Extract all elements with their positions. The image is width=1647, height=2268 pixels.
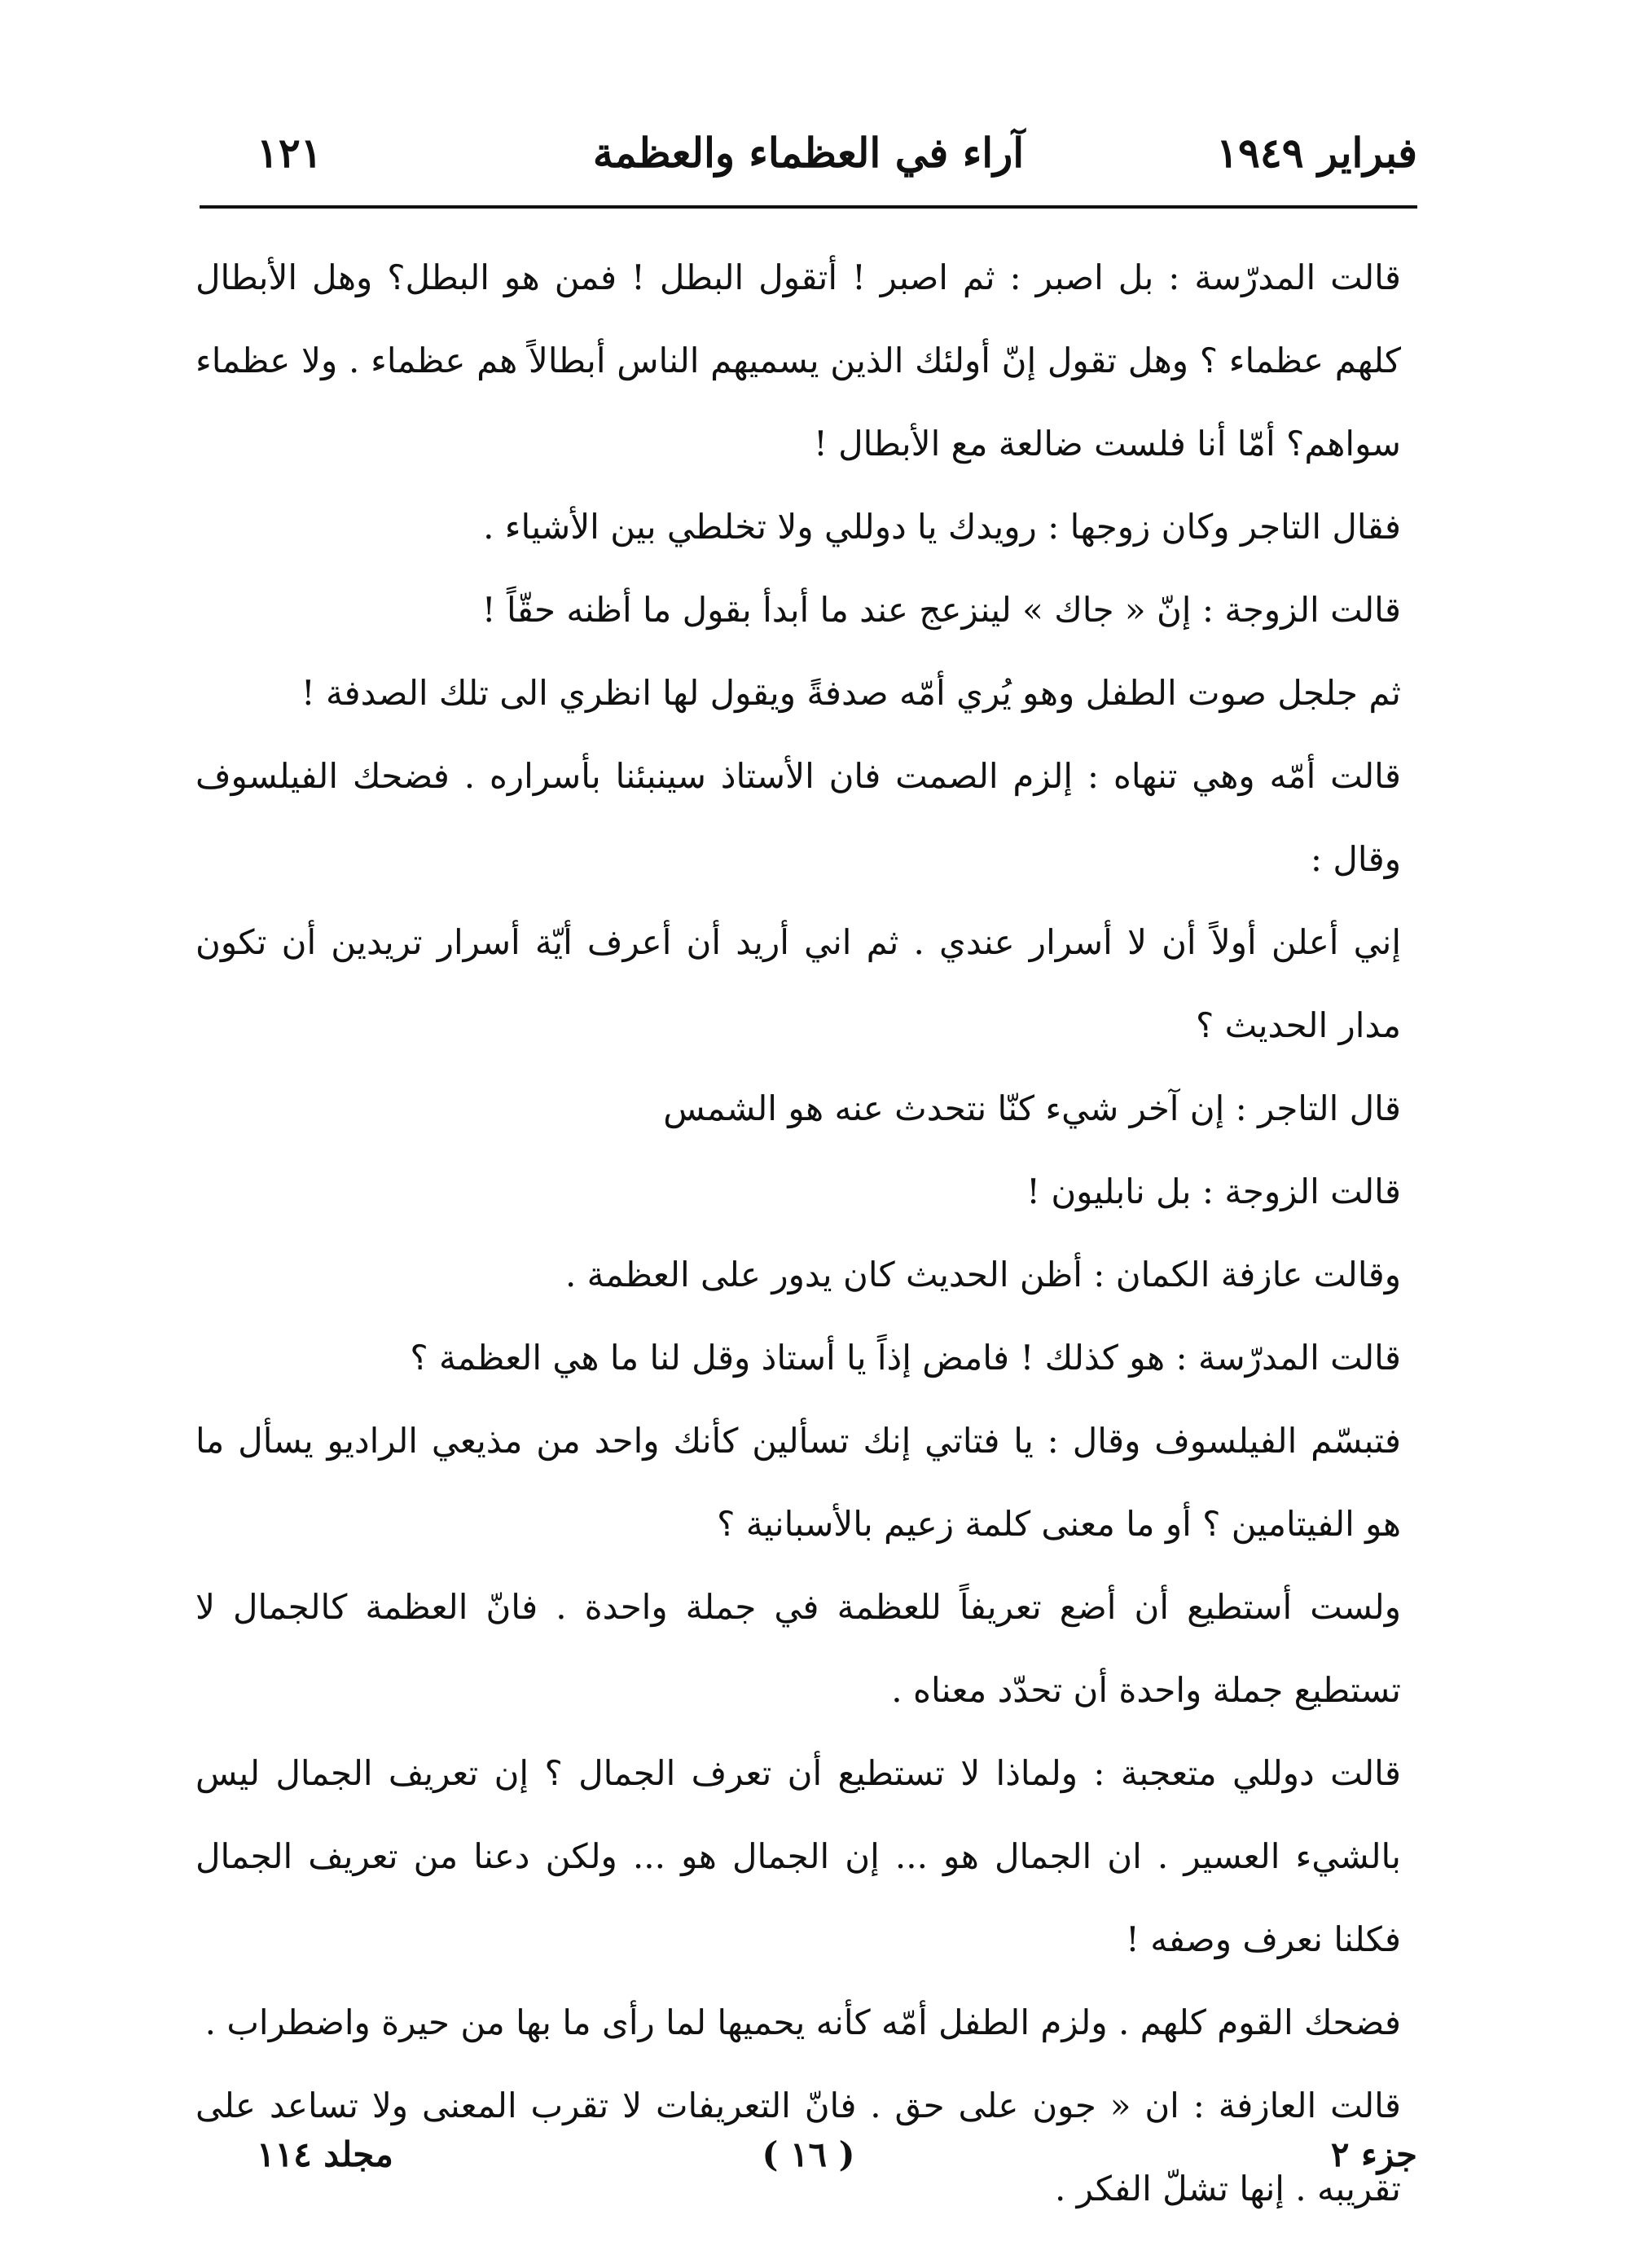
running-head bbox=[200, 121, 1417, 186]
paragraph-4: ثم جلجل صوت الطفل وهو يُري أمّه صدفةً ويقول لها انظري الى تلك الصدفة ! bbox=[301, 673, 1401, 713]
header-divider bbox=[200, 205, 1417, 209]
paragraph-5: قالت أمّه وهي تنهاه : إلزم الصمت فان الأستاذ سينبئنا بأسراره . فضحك الفيلسوف وقال : bbox=[195, 756, 1401, 879]
paragraph-6: إني أعلن أولاً أن لا أسرار عندي . ثم اني أريد أن أعرف أيّة أسرار تريدين أن تكون مدار الحديث ؟ bbox=[195, 922, 1401, 1045]
issue-date: فبراير ١٩٤٩ bbox=[1216, 129, 1417, 177]
page-number: ١٢١ bbox=[257, 129, 323, 177]
paragraph-1: قالت المدرّسة : بل اصبر : ثم اصبر ! أتقول البطل ! فمن هو البطل؟ وهل الأبطال كلهم عظماء ؟ وهل تقول إنّ أولئك الذين يسميهم الناس أبطالاً هم عظماء . ولا عظماء سواهم؟ أمّا أنا فلست ضالعة مع الأبطال ! bbox=[195, 257, 1401, 464]
volume-number: مجلد ١١٤ bbox=[257, 2134, 393, 2174]
page-footer bbox=[200, 2122, 1417, 2187]
paragraph-9: وقالت عازفة الكمان : أظن الحديث كان يدور على العظمة . bbox=[564, 1255, 1401, 1294]
paragraph-11: فتبسّم الفيلسوف وقال : يا فتاتي إنك تسألين كأنك واحد من مذيعي الراديو يسأل ما هو الفيتامين ؟ أو ما معنى كلمة زعيم بالأسبانية ؟ bbox=[195, 1421, 1401, 1544]
paragraph-13: قالت دوللي متعجبة : ولماذا لا تستطيع أن تعرف الجمال ؟ إن تعريف الجمال ليس بالشيء العسير . ان الجمال هو ... إن الجمال هو ... ولكن دعنا من تعريف الجمال فكلنا نعرف وصفه ! bbox=[195, 1753, 1401, 1959]
article-body bbox=[195, 236, 1401, 2231]
article-title: آراء في العظماء والعظمة bbox=[592, 129, 1025, 177]
paragraph-14: فضحك القوم كلهم . ولزم الطفل أمّه كأنه يحميها لما رأى ما بها من حيرة واضطراب . bbox=[204, 2002, 1401, 2042]
paragraph-3: قالت الزوجة : إنّ « جاك » لينزعج عند ما أبدأ بقول ما أظنه حقّاً ! bbox=[481, 590, 1401, 630]
sheet-number: ( ١٦ ) bbox=[762, 2134, 855, 2174]
paragraph-2: فقال التاجر وكان زوجها : رويدك يا دوللي ولا تخلطي بين الأشياء . bbox=[483, 507, 1401, 547]
paragraph-12: ولست أستطيع أن أضع تعريفاً للعظمة في جملة واحدة . فانّ العظمة كالجمال لا تستطيع جملة واحدة أن تحدّد معناه . bbox=[195, 1587, 1402, 1710]
paragraph-8: قالت الزوجة : بل نابليون ! bbox=[1026, 1171, 1401, 1211]
paragraph-10: قالت المدرّسة : هو كذلك ! فامض إذاً يا أستاذ وقل لنا ما هي العظمة ؟ bbox=[410, 1338, 1401, 1378]
paragraph-7: قال التاجر : إن آخر شيء كنّا نتحدث عنه هو الشمس bbox=[663, 1088, 1401, 1128]
part-number: جزء ٢ bbox=[1330, 2134, 1417, 2174]
paragraph-15: قالت العازفة : ان « جون على حق . فانّ التعريفات لا تقرب المعنى ولا تساعد على تقريبه . إنها تشلّ الفكر . bbox=[195, 2086, 1401, 2209]
